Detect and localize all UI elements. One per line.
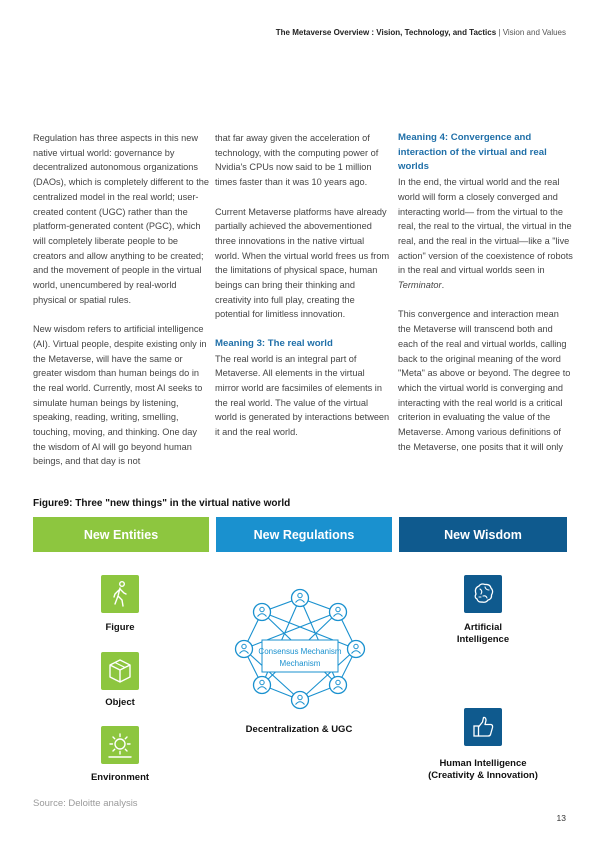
label-decentralization-ugc: Decentralization & UGC: [245, 724, 353, 735]
node-user-icon: [292, 590, 309, 607]
label-artificial-intelligence: [436, 622, 530, 646]
walking-person-icon: [101, 575, 139, 613]
text-column-2: [215, 131, 391, 454]
running-header: [276, 28, 566, 37]
consensus-network-diagram: [216, 560, 392, 720]
label-human-intelligence: [410, 758, 556, 782]
page-number: 13: [556, 813, 566, 823]
paragraph-current-platforms: Current Metaverse platforms have already partially achieved the abovementioned three innovations in the native virtual world. When the virtual world frees us from the limitations of physical space, human beings can bring their thinking and creativity into full play, creating the potential for limitless innovation.: [215, 206, 390, 320]
ai-line-1: Artificial: [463, 622, 502, 633]
band-new-regulations: New Regulations: [216, 517, 392, 552]
paragraph-regulation: Regulation has three aspects in this new native virtual world: governance by decentralized autonomous organizations (DAOs), which is completely different to the centralized model in the real world; user-created content (UGC) rather than the platform-generated content (PGC), which will completely liberate people to be creators and allow anything to be created; and the movement of people in the virtual world, unencumbered by real-world physical or spatial rules.: [33, 133, 209, 305]
thumbs-up-icon: [464, 708, 502, 746]
band-new-entities: New Entities: [33, 517, 209, 552]
paragraph-real-world: The real world is an integral part of Metaverse. All elements in the virtual mirror world are facsimiles of elements in the real world. The value of the virtual world is generated by interactions between it and the real world.: [215, 353, 390, 438]
convergence-text: In the end, the virtual world and the real world will form a closely converged and interacting world— from the virtual to the real, the real to the virtual, the virtual in the real, and the real in the virtual—like a "live action" version of the coexistence of robots in the real and virtual worlds seen in: [398, 177, 573, 276]
human-line-1: Human Intelligence: [439, 758, 527, 769]
human-line-2: (Creativity & Innovation): [428, 770, 538, 781]
heading-meaning-4: Meaning 4: Convergence and interaction of the virtual and real worlds: [398, 132, 547, 173]
ai-line-2: Intelligence: [456, 634, 510, 645]
band-new-wisdom: New Wisdom: [399, 517, 567, 552]
figure-title: Figure9: Three "new things" in the virtual native world: [33, 498, 291, 509]
node-user-icon: [236, 641, 253, 658]
node-user-icon: [254, 604, 271, 621]
label-figure: Figure: [105, 622, 135, 633]
header-separator: |: [496, 28, 503, 37]
node-user-icon: [330, 604, 347, 621]
node-user-icon: [330, 677, 347, 694]
paragraph-convergence: [398, 175, 574, 293]
label-environment: Environment: [90, 772, 150, 783]
header-section: Vision and Values: [502, 28, 566, 37]
node-user-icon: [348, 641, 365, 658]
node-user-icon: [254, 677, 271, 694]
consensus-line-1: Consensus Mechanism: [258, 647, 342, 656]
consensus-line-2: Mechanism: [279, 659, 321, 668]
sun-environment-icon: [101, 726, 139, 764]
cube-box-icon: [101, 652, 139, 690]
brain-icon: [464, 575, 502, 613]
header-title: The Metaverse Overview : Vision, Technology, and Tactics: [275, 28, 497, 37]
source-note: Source: Deloitte analysis: [33, 798, 138, 809]
paragraph-meta-meaning: This convergence and interaction mean the Metaverse will transcend both and each of the real and virtual worlds, calling back to the original meaning of the word "Meta" as above or beyond. The degree to which the virtual world is converging and interacting with the real world is a critical criterion in evaluating the value of the Metaverse. Among various definitions of the Metaverse, one posits that it will only: [398, 309, 571, 452]
text-column-1: [33, 131, 209, 484]
convergence-end: .: [441, 280, 445, 291]
text-column-3: [398, 131, 574, 469]
label-object: Object: [105, 697, 135, 708]
terminator-title: Terminator: [398, 280, 442, 291]
paragraph-computing-power: that far away given the acceleration of technology, with the computing power of Nvidia's CPUs now said to be 1 million times faster than it was 10 years ago.: [215, 133, 379, 188]
paragraph-new-wisdom: New wisdom refers to artificial intelligence (AI). Virtual people, despite existing only in the Metaverse, will have the same or greater wisdom than human beings do in the real world. Currently, most AI seeks to simulate human beings by listening, speaking, reading, writing, smelling, touching, moving, and thinking. One day the wisdom of AI will go beyond human beings, and that day is not: [33, 324, 207, 467]
node-user-icon: [292, 692, 309, 709]
heading-meaning-3: Meaning 3: The real world: [215, 337, 333, 349]
